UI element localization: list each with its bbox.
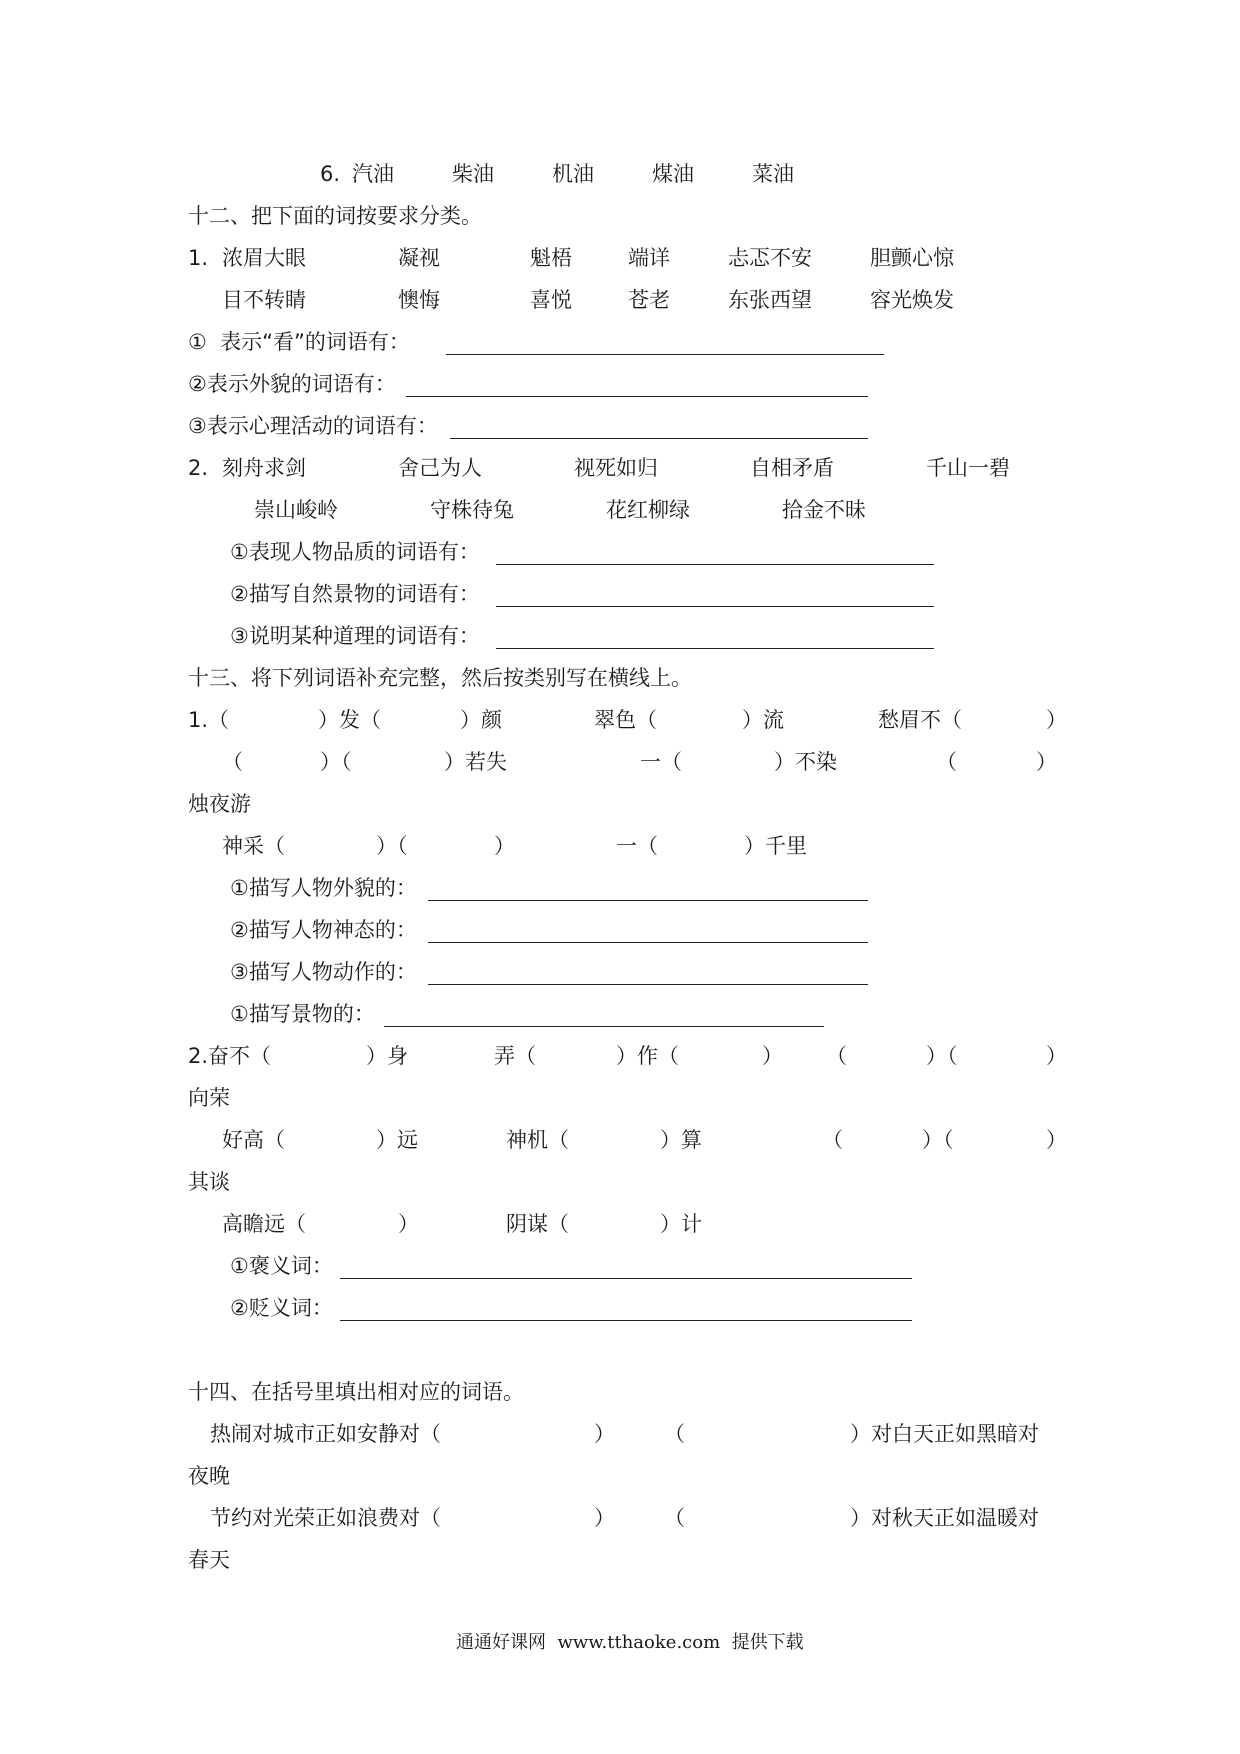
fill-blank-text: （	[664, 1422, 685, 1446]
answer-label: ③描写人物动作的：	[230, 960, 417, 984]
word: 胆颤心惊	[870, 246, 954, 270]
word: 容光焕发	[870, 288, 954, 312]
word: 拾金不昧	[782, 498, 866, 522]
word: 舍己为人	[398, 456, 482, 480]
answer-line[interactable]	[428, 984, 868, 985]
word: 忐忑不安	[728, 246, 812, 270]
answer-label: ①表现人物品质的词语有：	[230, 540, 480, 564]
answer-label: ③表示心理活动的词语有：	[188, 414, 438, 438]
answer-line[interactable]	[496, 606, 934, 607]
page-footer: 通通好课网 www.tthaoke.com 提供下载	[456, 1632, 804, 1653]
word: 机油	[552, 162, 594, 186]
fill-blank-text: ）	[1036, 750, 1057, 774]
fill-blank-text: ）	[594, 1422, 615, 1446]
answer-label: ②贬义词：	[230, 1296, 333, 1320]
fill-blank-text: ）	[494, 834, 515, 858]
answer-label: ②描写自然景物的词语有：	[230, 582, 480, 606]
fill-blank-text: ）	[1046, 1044, 1067, 1068]
fill-blank-text: （	[822, 1128, 843, 1152]
fill-blank-text: （	[664, 1506, 685, 1530]
word: 崇山峻岭	[254, 498, 338, 522]
fill-blank-text: 2.奋不（	[188, 1044, 272, 1068]
answer-line[interactable]	[428, 942, 868, 943]
word: 浓眉大眼	[222, 246, 306, 270]
answer-line[interactable]	[450, 438, 868, 439]
fill-blank-text: 烛夜游	[188, 792, 251, 816]
fill-blank-text: ）	[1046, 1128, 1067, 1152]
fill-blank-text: ）远	[376, 1128, 418, 1152]
word: 懊悔	[398, 288, 440, 312]
answer-label: ①描写景物的：	[230, 1002, 375, 1026]
fill-blank-text: ）颜	[460, 708, 502, 732]
answer-line[interactable]	[446, 354, 884, 355]
fill-blank-text: ）若失	[444, 750, 507, 774]
answer-label: ①褒义词：	[230, 1254, 333, 1278]
fill-blank-text: 其谈	[188, 1170, 230, 1194]
word: 自相矛盾	[750, 456, 834, 480]
word: 喜悦	[530, 288, 572, 312]
fill-blank-text: （	[826, 1044, 847, 1068]
word: 守株待兔	[430, 498, 514, 522]
item-number: 6.	[320, 162, 341, 186]
answer-line[interactable]	[496, 648, 934, 649]
fill-blank-text: ）身	[366, 1044, 408, 1068]
fill-blank-text: 夜晚	[188, 1464, 230, 1488]
answer-line[interactable]	[384, 1026, 824, 1027]
answer-line[interactable]	[496, 564, 934, 565]
fill-blank-text: ）发（	[318, 708, 381, 732]
fill-blank-text: ）对白天正如黑暗对	[850, 1422, 1039, 1446]
fill-blank-text: 神机（	[506, 1128, 569, 1152]
answer-line[interactable]	[406, 396, 868, 397]
fill-blank-text: 阴谋（	[506, 1212, 569, 1236]
word: 凝视	[398, 246, 440, 270]
word: 苍老	[628, 288, 670, 312]
section-title: 十二、把下面的词按要求分类。	[188, 204, 482, 228]
fill-blank-text: ）千里	[744, 834, 807, 858]
fill-blank-text: 神采（	[222, 834, 285, 858]
fill-blank-text: ）	[398, 1212, 419, 1236]
fill-blank-text: ）不染	[774, 750, 837, 774]
word: 魁梧	[530, 246, 572, 270]
word: 千山一碧	[926, 456, 1010, 480]
question-number: 1.	[188, 246, 209, 270]
fill-blank-text: ）对秋天正如温暖对	[850, 1506, 1039, 1530]
fill-blank-text: 热闹对城市正如安静对（	[210, 1422, 441, 1446]
fill-blank-text: ）	[762, 1044, 783, 1068]
answer-line[interactable]	[340, 1320, 912, 1321]
fill-blank-text: ）作（	[616, 1044, 679, 1068]
fill-blank-text: ）流	[742, 708, 784, 732]
fill-blank-text: ）算	[660, 1128, 702, 1152]
section-title: 十四、在括号里填出相对应的词语。	[188, 1380, 524, 1404]
answer-line[interactable]	[428, 900, 868, 901]
fill-blank-text: 向荣	[188, 1086, 230, 1110]
fill-blank-text: ）（	[320, 750, 352, 774]
answer-label: ①描写人物外貌的：	[230, 876, 417, 900]
fill-blank-text: 1.（	[188, 708, 230, 732]
fill-blank-text: 愁眉不（	[878, 708, 962, 732]
word: 东张西望	[728, 288, 812, 312]
fill-blank-text: ）（	[926, 1044, 958, 1068]
answer-label: ③说明某种道理的词语有：	[230, 624, 480, 648]
fill-blank-text: （	[222, 750, 243, 774]
fill-blank-text: 弄（	[494, 1044, 536, 1068]
word: 菜油	[752, 162, 794, 186]
section-title: 十三、将下列词语补充完整，然后按类别写在横线上。	[188, 666, 692, 690]
fill-blank-text: ）	[594, 1506, 615, 1530]
word: 花红柳绿	[606, 498, 690, 522]
question-number: 2.	[188, 456, 209, 480]
fill-blank-text: 一（	[640, 750, 682, 774]
word: 端详	[628, 246, 670, 270]
fill-blank-text: ）（	[376, 834, 408, 858]
answer-label: ②表示外貌的词语有：	[188, 372, 396, 396]
fill-blank-text: 翠色（	[594, 708, 657, 732]
fill-blank-text: （	[936, 750, 957, 774]
word: 视死如归	[574, 456, 658, 480]
answer-label: ① 表示“看”的词语有：	[188, 330, 410, 354]
word: 刻舟求剑	[222, 456, 306, 480]
answer-label: ②描写人物神态的：	[230, 918, 417, 942]
fill-blank-text: 一（	[616, 834, 658, 858]
word: 煤油	[652, 162, 694, 186]
fill-blank-text: 好高（	[222, 1128, 285, 1152]
fill-blank-text: 高瞻远（	[222, 1212, 306, 1236]
fill-blank-text: ）	[1046, 708, 1067, 732]
fill-blank-text: ）（	[922, 1128, 954, 1152]
fill-blank-text: ）计	[660, 1212, 702, 1236]
word: 柴油	[452, 162, 494, 186]
fill-blank-text: 春天	[188, 1548, 230, 1572]
answer-line[interactable]	[340, 1278, 912, 1279]
fill-blank-text: 节约对光荣正如浪费对（	[210, 1506, 441, 1530]
word: 目不转睛	[222, 288, 306, 312]
word: 汽油	[352, 162, 394, 186]
